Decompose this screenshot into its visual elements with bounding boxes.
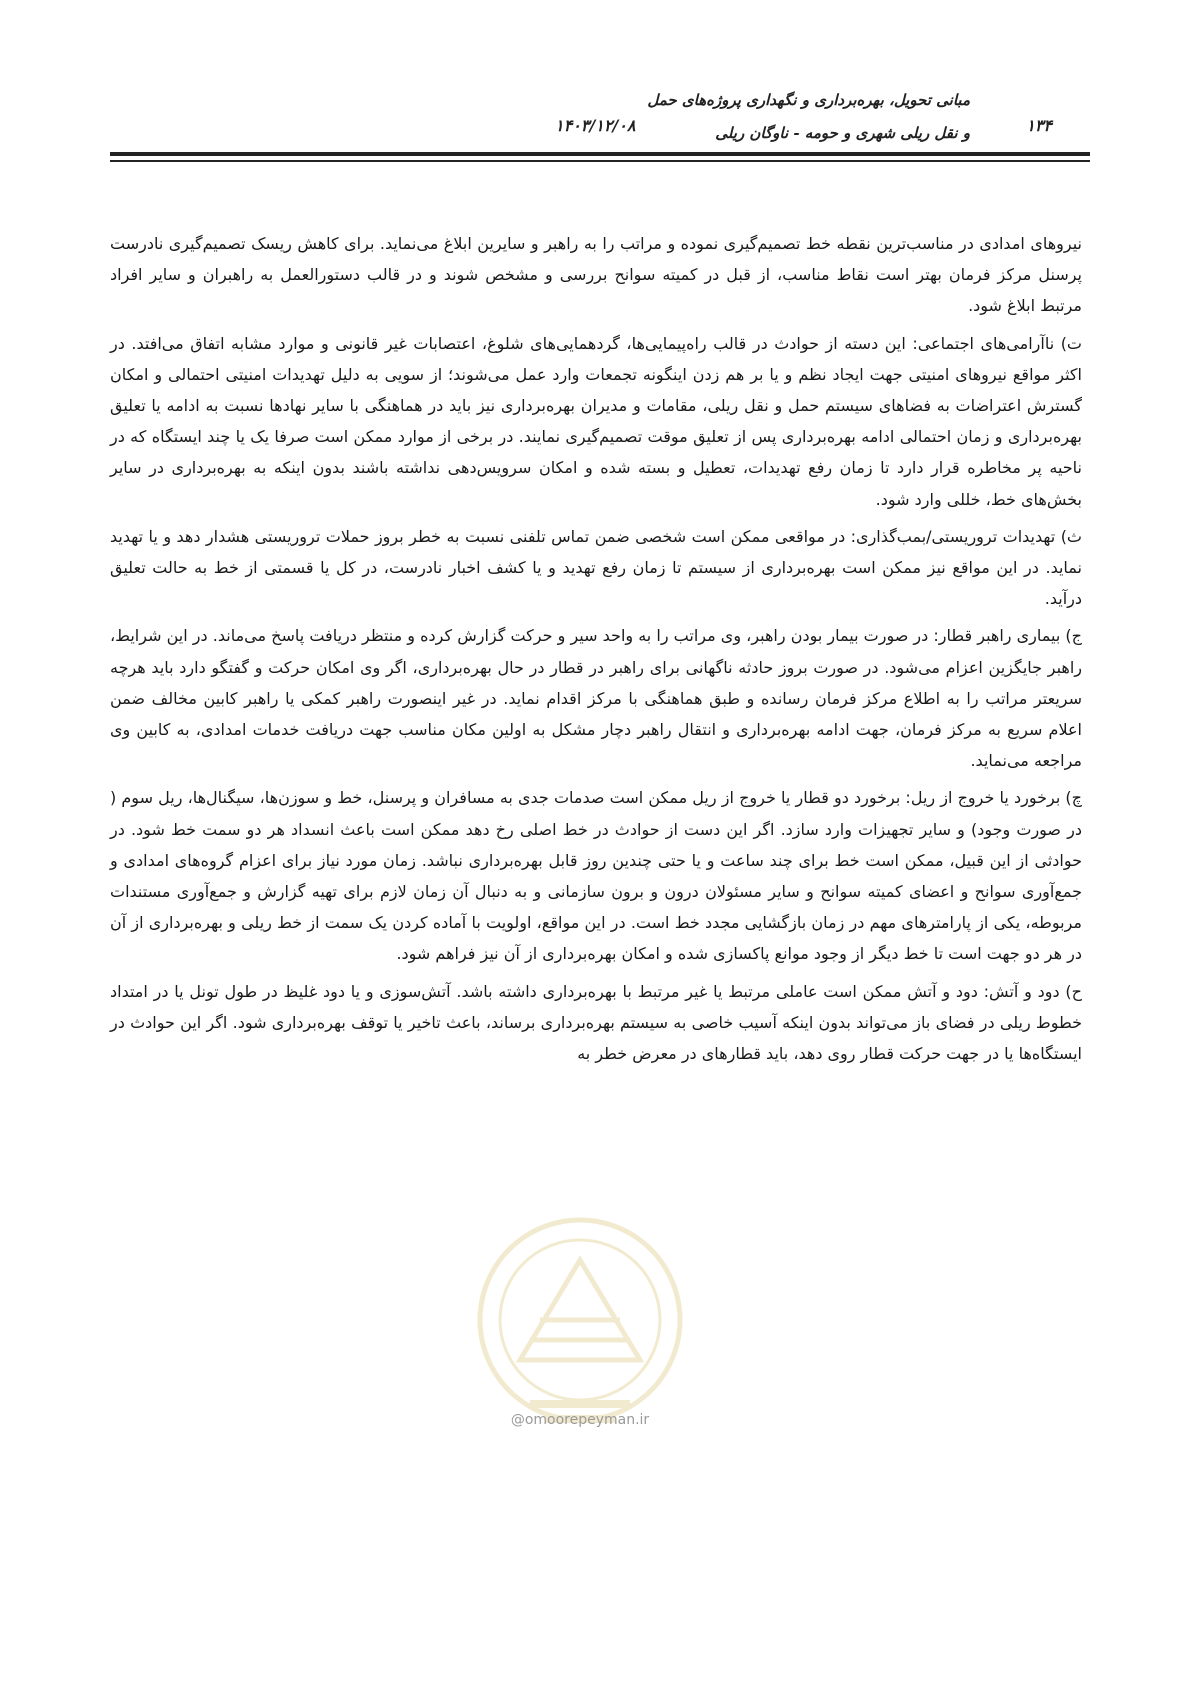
header-rule-thick <box>110 152 1090 156</box>
paragraph: ث) تهدیدات تروریستی/بمب‌گذاری: در مواقعی ممکن است شخصی ضمن تماس تلفنی نسبت به خطر بروز حملات تروریستی هشدار دهد و یا تهدید نماید. در این مواقع نیز ممکن است بهره‌برداری از سیستم تا زمان رفع تهدید و یا کشف اخبار نادرست، در کل یا قسمتی از خط به حالت تعلیق درآید. <box>110 526 1082 609</box>
page-header <box>110 78 1090 148</box>
paragraph: ت) ناآرامی‌های اجتماعی: این دسته از حوادث در قالب راه‌پیمایی‌ها، گردهمایی‌های شلوغ، اعتصابات غیر قانونی و موارد مشابه اتفاق می‌افتد. در اکثر مواقع نیروهای امنیتی جهت ایجاد نظم و یا بر هم زدن اینگونه تجمعات وارد عمل می‌شوند؛ از سویی به دلیل تهدیدات امنیتی احتمالی و امکان گسترش اعتراضات به فضاهای سیستم حمل و نقل ریلی، مقامات و مدیران بهره‌برداری نیز باید در هماهنگی با سایر نهادها نسبت به ادامه یا تعلیق بهره‌برداری و زمان احتمالی ادامه بهره‌برداری پس از تعلیق موقت تصمیم‌گیری نمایند. در برخی از موارد ممکن است صرفا یک یا چند ایستگاه که در ناحیه پر مخاطره قرار دارد تا زمان رفع تهدیدات، تعطیل و بسته شده و امکان سرویس‌دهی نداشته باشند بدون اینکه به بهره‌برداری در سایر بخش‌های خط، خللی وارد شود. <box>110 333 1082 509</box>
header-rule-thin <box>110 160 1090 162</box>
header-title <box>647 84 970 150</box>
header-title-line1: مبانی تحویل، بهره‌برداری و نگهداری پروژه‌های حمل <box>647 91 970 109</box>
paragraph: ح) دود و آتش: دود و آتش ممکن است عاملی مرتبط یا غیر مرتبط با بهره‌برداری داشته باشد. آتش‌سوزی و یا دود غلیظ در طول تونل یا در امتداد خطوط ریلی در فضای باز می‌تواند بدون اینکه آسیب خاصی به سیستم بهره‌برداری برساند، باعث تاخیر یا توقف بهره‌برداری شود. اگر این حوادث در ایستگاه‌ها یا در جهت حرکت قطار روی دهد، باید قطارهای در معرض خطر به <box>110 981 1082 1064</box>
paragraph: ج) بیماری راهبر قطار: در صورت بیمار بودن راهبر، وی مراتب را به واحد سیر و حرکت گزارش کرده و منتظر دریافت پاسخ می‌ماند. در این شرایط، راهبر جایگزین اعزام می‌شود. در صورت بروز حادثه ناگهانی برای راهبر در قطار در حال بهره‌برداری، اگر وی امکان حرکت و گفتگو دارد باید هرچه سریعتر مراتب را به اطلاع مرکز فرمان رسانده و طبق هماهنگی با مرکز اقدام نماید. در غیر اینصورت راهبر کمکی یا راهبر کابین مخالف ضمن اعلام سریع به مرکز فرمان، جهت ادامه بهره‌برداری و انتقال راهبر دچار مشکل به اولین مکان مناسب جهت دریافت خدمات امدادی، به کابین وی مراجعه می‌نماید. <box>110 626 1082 771</box>
page-number: ۱۳۴ <box>1026 116 1052 135</box>
watermark-text: @omoorepeyman.ir <box>510 1412 650 1428</box>
header-date: ۱۴۰۳/۱۲/۰۸ <box>555 116 636 135</box>
body-text <box>110 228 1082 1075</box>
paragraph: نیروهای امدادی در مناسب‌ترین نقطه خط تصمیم‌گیری نموده و مراتب را به راهبر و سایرین ابلاغ می‌نماید. برای کاهش ریسک تصمیم‌گیری نادرست پرسنل مرکز فرمان بهتر است نقاط مناسب، از قبل در کمیته سوانح بررسی و مشخص شوند و در قالب دستورالعمل به راهبران و سایر افراد مرتبط ابلاغ شود. <box>110 234 1082 316</box>
paragraph: چ) برخورد یا خروج از ریل: برخورد دو قطار یا خروج از ریل ممکن است صدمات جدی به مسافران و پرسنل، خط و سوزن‌ها، سیگنال‌ها، ریل سوم ( در صورت وجود) و سایر تجهیزات وارد سازد. اگر این دست از حوادث در خط اصلی رخ دهد ممکن است باعث انسداد هر دو سمت خط شود. در حوادثی از این قبیل، ممکن است خط برای چند ساعت و یا حتی چندین روز قابل بهره‌برداری نباشد. زمان مورد نیاز برای اعزام گروه‌های امدادی و جمع‌آوری سوانح و اعضای کمیته سوانح و سایر مسئولان درون و برون سازمانی و به دنبال آن زمان لازم برای تهیه گزارش و جمع‌آوری مستندات مربوطه، یکی از پارامترهای مهم در زمان بازگشایی مجدد خط است. در این مواقع، اولویت با آماده کردن یک سمت از خط ریلی و بهره‌برداری از آن در هر دو جهت است تا خط دیگر از وجود موانع پاکسازی شده و امکان بهره‌برداری از آن نیز فراهم شود. <box>110 788 1082 964</box>
header-title-line2: و نقل ریلی شهری و حومه - ناوگان ریلی <box>715 124 970 142</box>
